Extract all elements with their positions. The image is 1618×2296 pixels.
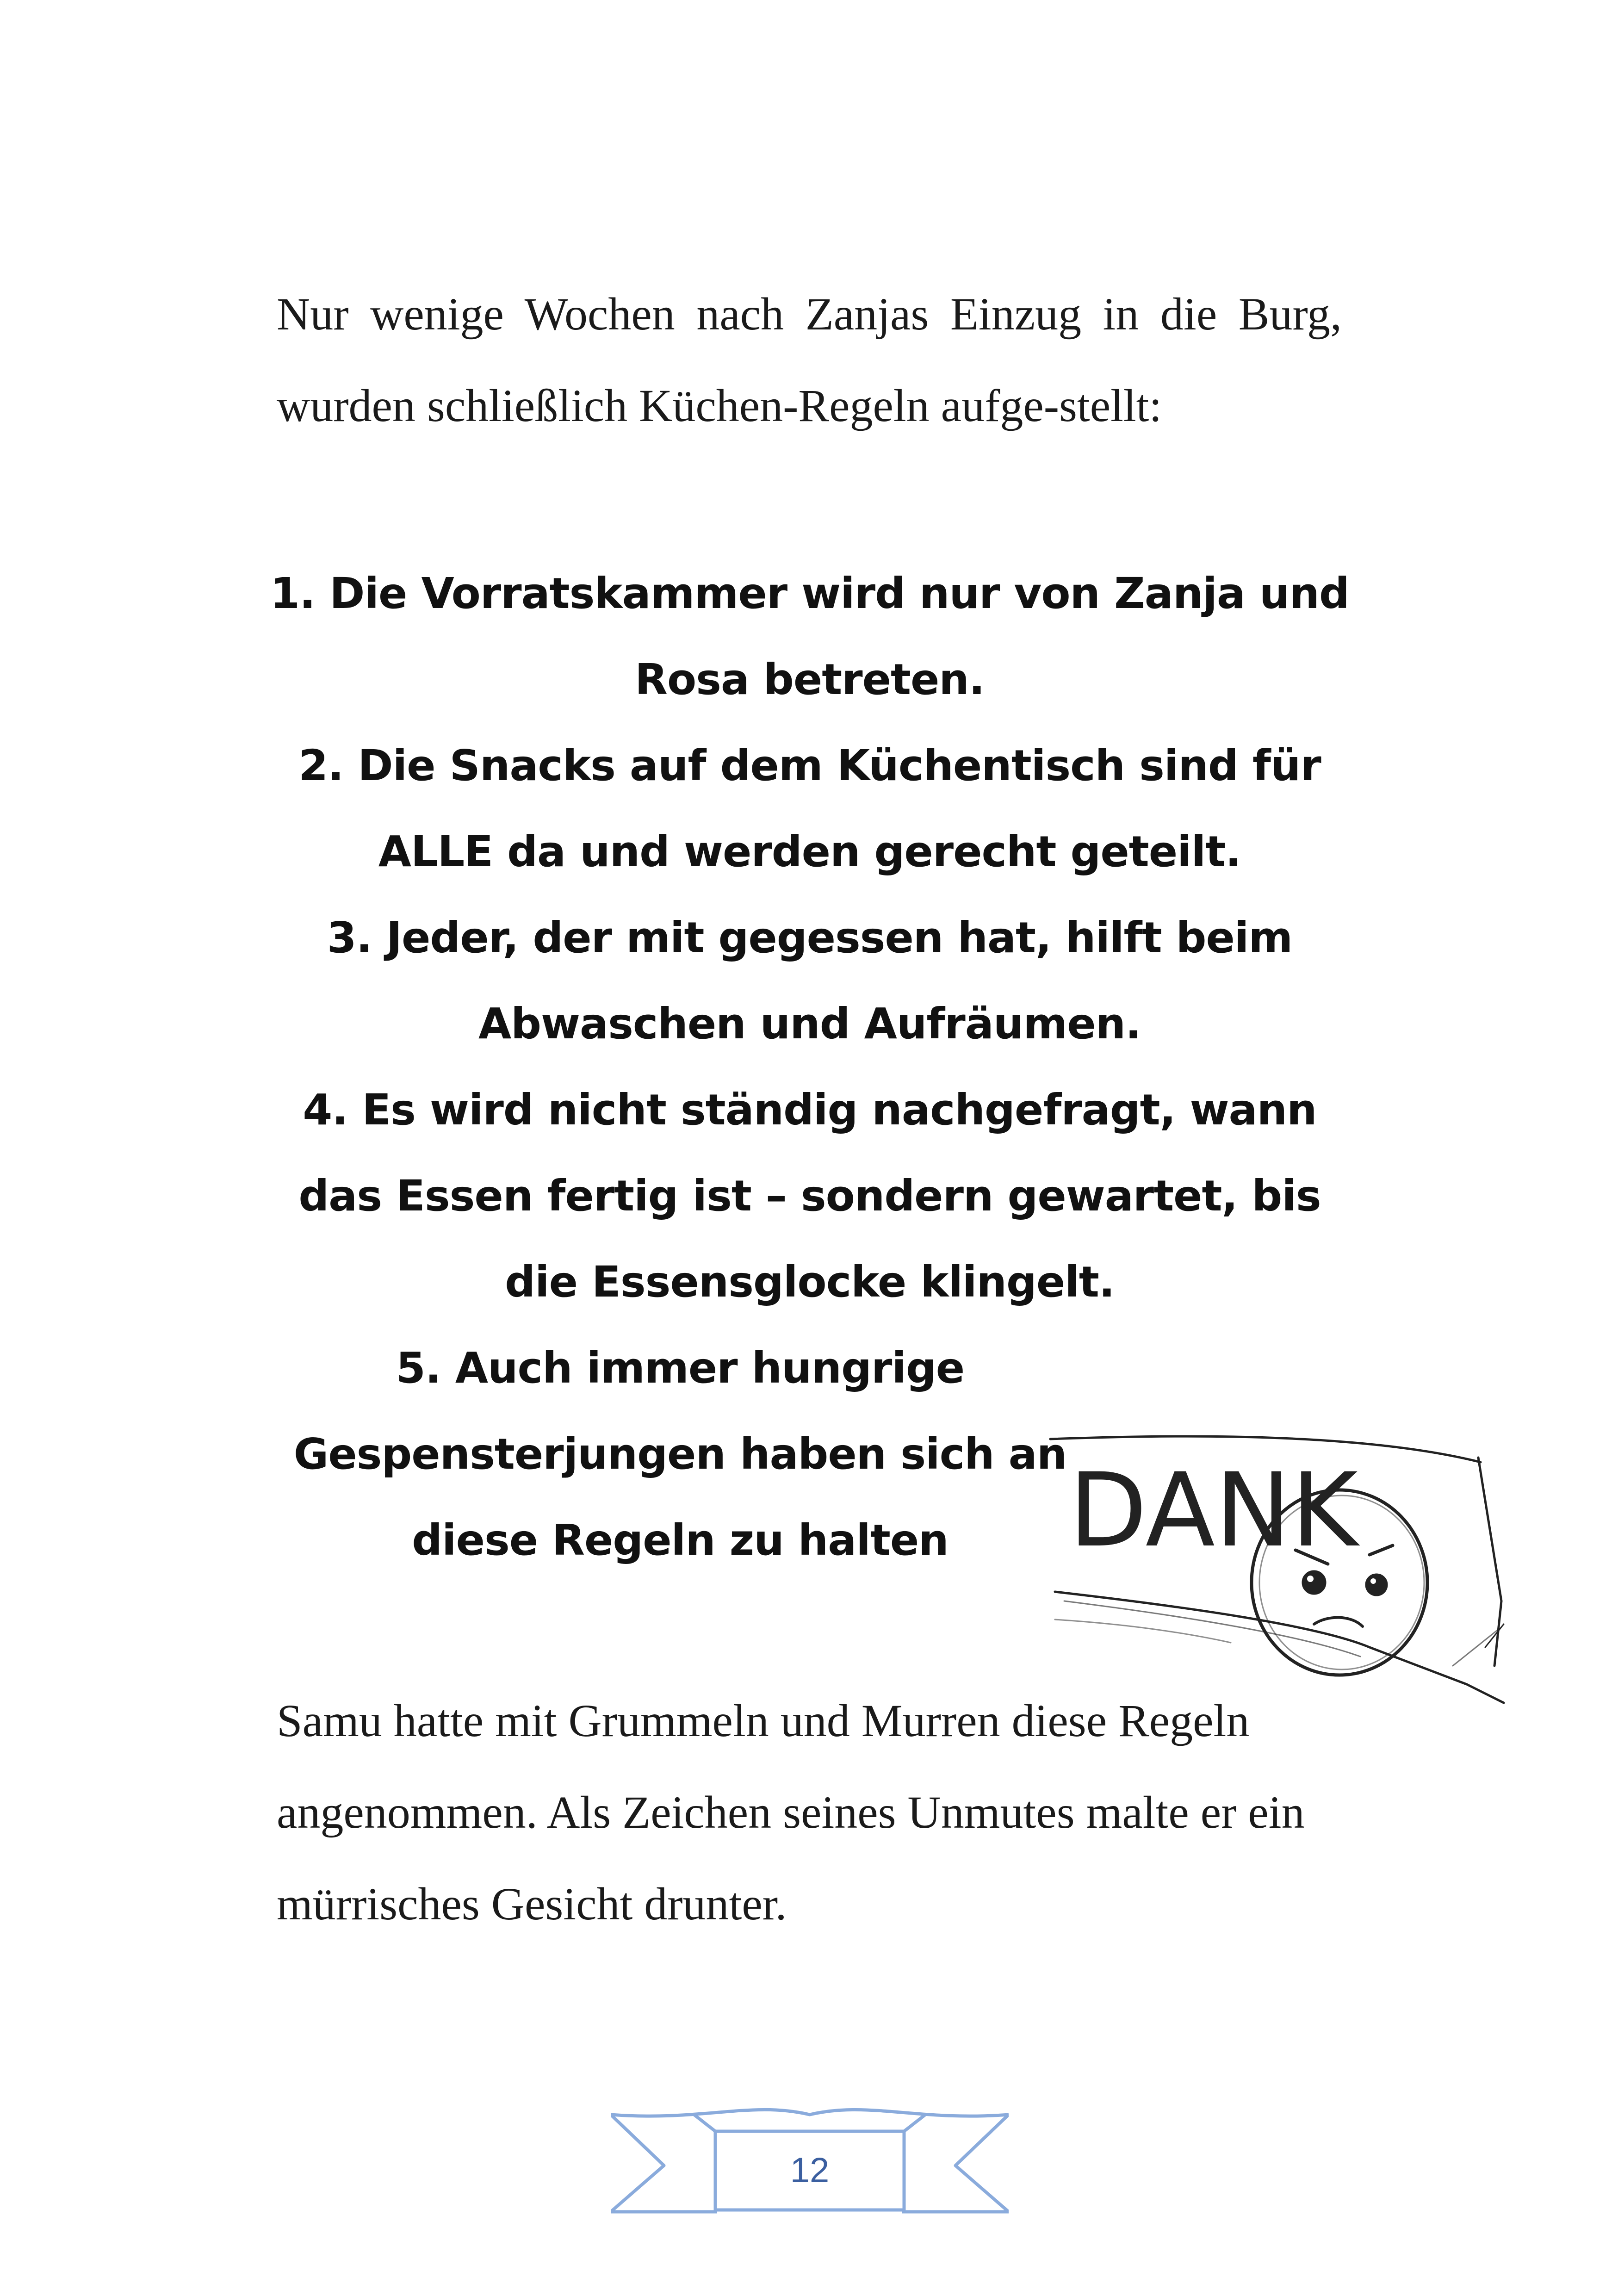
rule-1: 1. Die Vorratskammer wird nur von Zanja und Rosa betreten. [270,569,1349,704]
intro-paragraph: Nur wenige Wochen nach Zanjas Einzug in die Burg, wurden schließlich Küchen-Regeln aufge-stellt: [277,288,1342,431]
page-number: 12 [790,2151,830,2190]
rule-2: 2. Die Snacks auf dem Küchentisch sind für ALLE da und werden gerecht geteilt. [298,741,1321,876]
rule-4: 4. Es wird nicht ständig nachgefragt, wann das Essen fertig ist – sondern gewartet, bis die Essensglocke klingelt. [298,1085,1321,1307]
doodle-text: DANK [1069,1451,1358,1570]
rule-3: 3. Jeder, der mit gegessen hat, hilft beim Abwaschen und Aufräumen. [327,913,1293,1049]
rule-5: 5. Auch immer hungrige Gespensterjungen haben sich an diese Regeln zu halten [293,1343,1067,1565]
outro-paragraph: Samu hatte mit Grummeln und Murren diese Regeln angenommen. Als Zeichen seines Unmutes malte er ein mürrisches Gesicht drunter. [277,1695,1305,1930]
